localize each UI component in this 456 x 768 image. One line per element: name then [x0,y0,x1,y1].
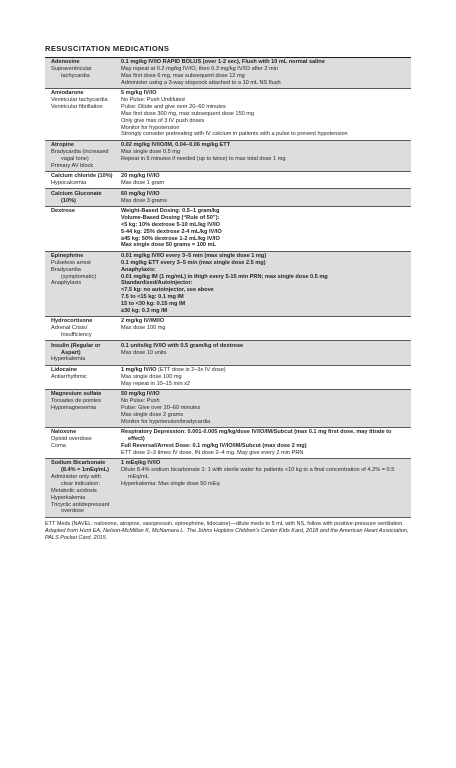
dose-line: Respiratory Depression: 0.001-0.005 mg/kg/dose IV/IO/IM/Subcut (max 0.1 mg first dose, may titrate to effect) [121,429,392,443]
dose-line: 0.02 mg/kg IV/IO/IM, 0.04–0.06 mg/kg ETT [121,142,231,149]
drug-cell [45,89,117,140]
dose-line: 0.01 mg/kg IM (1 mg/mL) in thigh every 5-15 min PRN; max single dose 0.5 mg [121,273,328,280]
indication: Administer only with [51,474,101,481]
dose-line: 2 mg/kg IV/IM/IO [121,318,165,325]
indication: Torsades de pointes [51,398,102,405]
indication: Hyperkalemia [51,494,86,501]
medication-row [45,89,411,141]
dose-cell [117,252,411,316]
medication-row [45,428,411,459]
indication: (symptomatic) [61,273,97,280]
indication: clear indication: [61,480,100,487]
indication: Tricyclic antidepressant [51,501,110,508]
dose-line [121,367,408,374]
drug-name-text: Naloxone [51,429,77,436]
drug-name-text: Magnesium sulfate [51,391,102,398]
dose-line: Max single dose 50 grams = 100 mL [121,242,216,249]
medication-row [45,58,411,89]
dose-line: Max dose 1 gram [121,180,165,187]
indication: Ventricular fibrillation [51,104,103,111]
indication: tachycardia [61,72,90,79]
drug-name [51,367,115,374]
dose-cell [117,366,411,389]
dose-line: 60 mg/kg IV/IO [121,190,160,197]
medication-row [45,189,411,206]
dose-cell [117,189,411,205]
dose-line-bold-part: 1 mg/kg IV/IO [121,366,157,373]
dose-line: 7.5 to <15 kg: 0.1 mg IM [121,294,184,301]
drug-cell [45,189,117,205]
medication-row [45,141,411,172]
drug-name-text: Lidocaine [51,366,78,373]
drug-name [51,191,115,205]
indication: overdose [61,508,85,515]
dose-line: ≥45 kg: 50% dextrose 1-2 mL/kg IV/IO [121,235,220,242]
drug-cell [45,428,117,458]
dose-line: 5 mg/kg IV/IO [121,90,157,97]
dose-line: 50 mg/kg IV/IO [121,391,160,398]
drug-name-text: Sodium Bicarbonate [51,460,106,467]
dose-line: Pulse: Give over 20–60 minutes [121,404,201,411]
medications-table [45,57,411,518]
drug-cell [45,341,117,364]
drug-name-sub: (8.4% = 1mEq/mL) [61,467,110,474]
drug-cell [45,390,117,427]
dose-line: ETT dose 2–3 times IV dose, IN dose 2–4 mg. May give every 2 min PRN [121,449,304,456]
indication: Pulseless arrest [51,259,91,266]
medication-row [45,366,411,390]
drug-name [51,90,115,97]
dose-line: No Pulse: Push Undiluted [121,97,185,104]
footnote-ett: ETT Meds (NAVEL: naloxone, atropine, vasopressin, epinephrine, lidocaine)—dilute meds to 5 mL with NS, follow with positive-pressure ventilation. [45,520,404,527]
indication: Antiarrhythmic [51,373,87,380]
dose-cell [117,317,411,340]
indication: Ventricular tachycardia [51,97,108,104]
drug-cell [45,58,117,88]
drug-name [51,429,115,436]
medication-row [45,317,411,341]
dose-line: Strongly consider pretreating with IV calcium in patients with a pulse to prevent hypotension [121,131,348,138]
dose-line: Anaphylaxis: [121,266,156,273]
indication: Bradycardia (increased [51,148,109,155]
drug-name-sub: Aspart) [61,349,81,356]
dose-line: Monitor for hypotension [121,124,180,131]
dose-line: Pulse: Dilute and give over 20–60 minutes [121,104,226,111]
page-title: RESUSCITATION MEDICATIONS [45,44,170,53]
drug-cell [45,459,117,517]
drug-name-text: Insulin (Regular or [51,342,101,349]
indication: Primary AV block [51,162,94,169]
medication-row [45,172,411,189]
medication-row [45,390,411,428]
dose-line: Dilute 8.4% sodium bicarbonate 1: 1 with sterile water for patients <10 kg to a final concentration of 4.2% = 0.5 mEq/mL [121,467,395,481]
indication: Anaphylaxis [51,280,82,287]
drug-name [51,59,115,66]
drug-name-text: Hydrocortisone [51,318,93,325]
indication: Hypomagnesemia [51,404,97,411]
dose-line: May repeat at 0.2 mg/kg IV/IO, then 0.3 mg/kg IV/IO after 2 min [121,66,279,73]
drug-name [51,173,115,180]
dose-line: Max dose 10 units [121,349,167,356]
medication-row [45,341,411,365]
dose-line: <7.5 kg: no autoinjector, see above [121,287,214,294]
medication-row [45,459,411,518]
dose-cell [117,341,411,364]
indication: vagal tone) [61,155,89,162]
dose-line: 1 mEq/kg IV/IO [121,460,161,467]
dose-cell [117,459,411,517]
drug-name [51,391,115,398]
drug-name [51,142,115,149]
dose-line-rest: (ETT dose is 2–3x IV dose) [156,366,226,373]
dose-cell [117,428,411,458]
medication-row [45,252,411,317]
dose-cell [117,141,411,171]
dose-line: May repeat in 10–15 min x2 [121,380,191,387]
dose-cell [117,207,411,251]
dose-line: Max first dose 300 mg, max subsequent dose 150 mg [121,110,255,117]
dose-cell [117,172,411,188]
dose-line: Standardized/Autoinjector: [121,280,193,287]
drug-name [51,460,115,474]
dose-line: Administer using a 3-way stopcock attached to a 10 mL NS flush [121,79,281,86]
dose-line: Only give max of 3 IV push doses [121,117,205,124]
drug-name [51,253,115,260]
dose-line: 5-44 kg: 25% dextrose 2-4 mL/kg IV/IO [121,228,222,235]
dose-line: 0.1 mg/kg IV/IO RAPID BOLUS (over 1-2 sec), Flush with 10 mL normal saline [121,59,325,66]
drug-name-text: Calcium Gluconate [51,190,102,197]
drug-name-text: Adenosine [51,59,80,66]
dose-line: Repeat in 5 minutes if needed (up to twice) to max total dose 1 mg [121,155,286,162]
indication: Hypocalcemia [51,180,87,187]
dose-line: 0.1 mg/kg ETT every 3–5 min (max single dose 2.5 mg) [121,259,266,266]
footnote-source: Adapted from Hunt EA, Nelson-McMillan K, McNamara L. The Johns Hopkins Children’s Center Kids Kard, 2018 and the American Heart Association, PALS Pocket Card, 2015. [45,527,409,541]
dose-line: <5 kg: 10% dextrose 5-10 mL/kg IV/IO [121,221,221,228]
drug-cell [45,366,117,389]
dose-line: ≥30 kg: 0.3 mg IM [121,307,168,314]
indication: Bradycardia [51,266,81,273]
indication: Supraventricular [51,66,92,73]
drug-name-text: Epinephrine [51,252,84,259]
page [45,44,411,542]
dose-line: Full Reversal/Arrest Dose: 0.1 mg/kg IV/IO/IM/Subcut (max dose 2 mg) [121,442,307,449]
dose-cell [117,58,411,88]
drug-name [51,343,115,357]
drug-cell [45,252,117,316]
dose-line: Max first dose 6 mg, max subsequent dose 12 mg [121,72,245,79]
drug-cell [45,207,117,251]
dose-line: No Pulse: Push [121,398,160,405]
drug-name [51,208,115,215]
dose-line: Volume-Based Dosing (“Rule of 50”): [121,214,220,221]
dose-line: 15 to <30 kg: 0.15 mg IM [121,300,186,307]
drug-name-text: Atropine [51,142,74,149]
dose-line: 0.01 mg/kg IV/IO every 3–5 min (max single dose 1 mg) [121,252,267,259]
drug-cell [45,317,117,340]
drug-cell [45,172,117,188]
dose-line: Max dose 100 mg [121,325,166,332]
dose-line: 0.1 units/kg IV/IO with 0.5 gram/kg of dextrose [121,342,244,349]
dose-cell [117,390,411,427]
indication: Adrenal Crisis/ [51,325,88,332]
indication: Metabolic acidosis [51,487,97,494]
dose-cell [117,89,411,140]
indication: Coma [51,442,66,449]
drug-name [51,318,115,325]
dose-line: Monitor for hypotension/bradycardia [121,418,211,425]
dose-line: 20 mg/kg IV/IO [121,173,160,180]
drug-name-text: Dextrose [51,208,75,215]
dose-line: Max dose 3 grams [121,197,168,204]
drug-cell [45,141,117,171]
dose-line: Weight-Based Dosing: 0.5–1 gram/kg [121,208,220,215]
indication: Insufficiency [61,332,92,339]
dose-line: Max single dose 2 grams [121,411,184,418]
medication-row [45,207,411,252]
dose-line: Max single dose 100 mg [121,373,182,380]
indication: Hyperkalemia [51,356,86,363]
drug-name-text: Calcium chloride (10%) [51,173,113,180]
footnote [45,521,411,542]
dose-line: Max single dose 0.5 mg [121,148,181,155]
dose-line: Hyperkalemia: Max single dose 50 mEq [121,480,220,487]
drug-name-text: Amiodarone [51,90,84,97]
indication: Opioid overdose [51,436,92,443]
drug-name-sub: (10%) [61,197,76,204]
